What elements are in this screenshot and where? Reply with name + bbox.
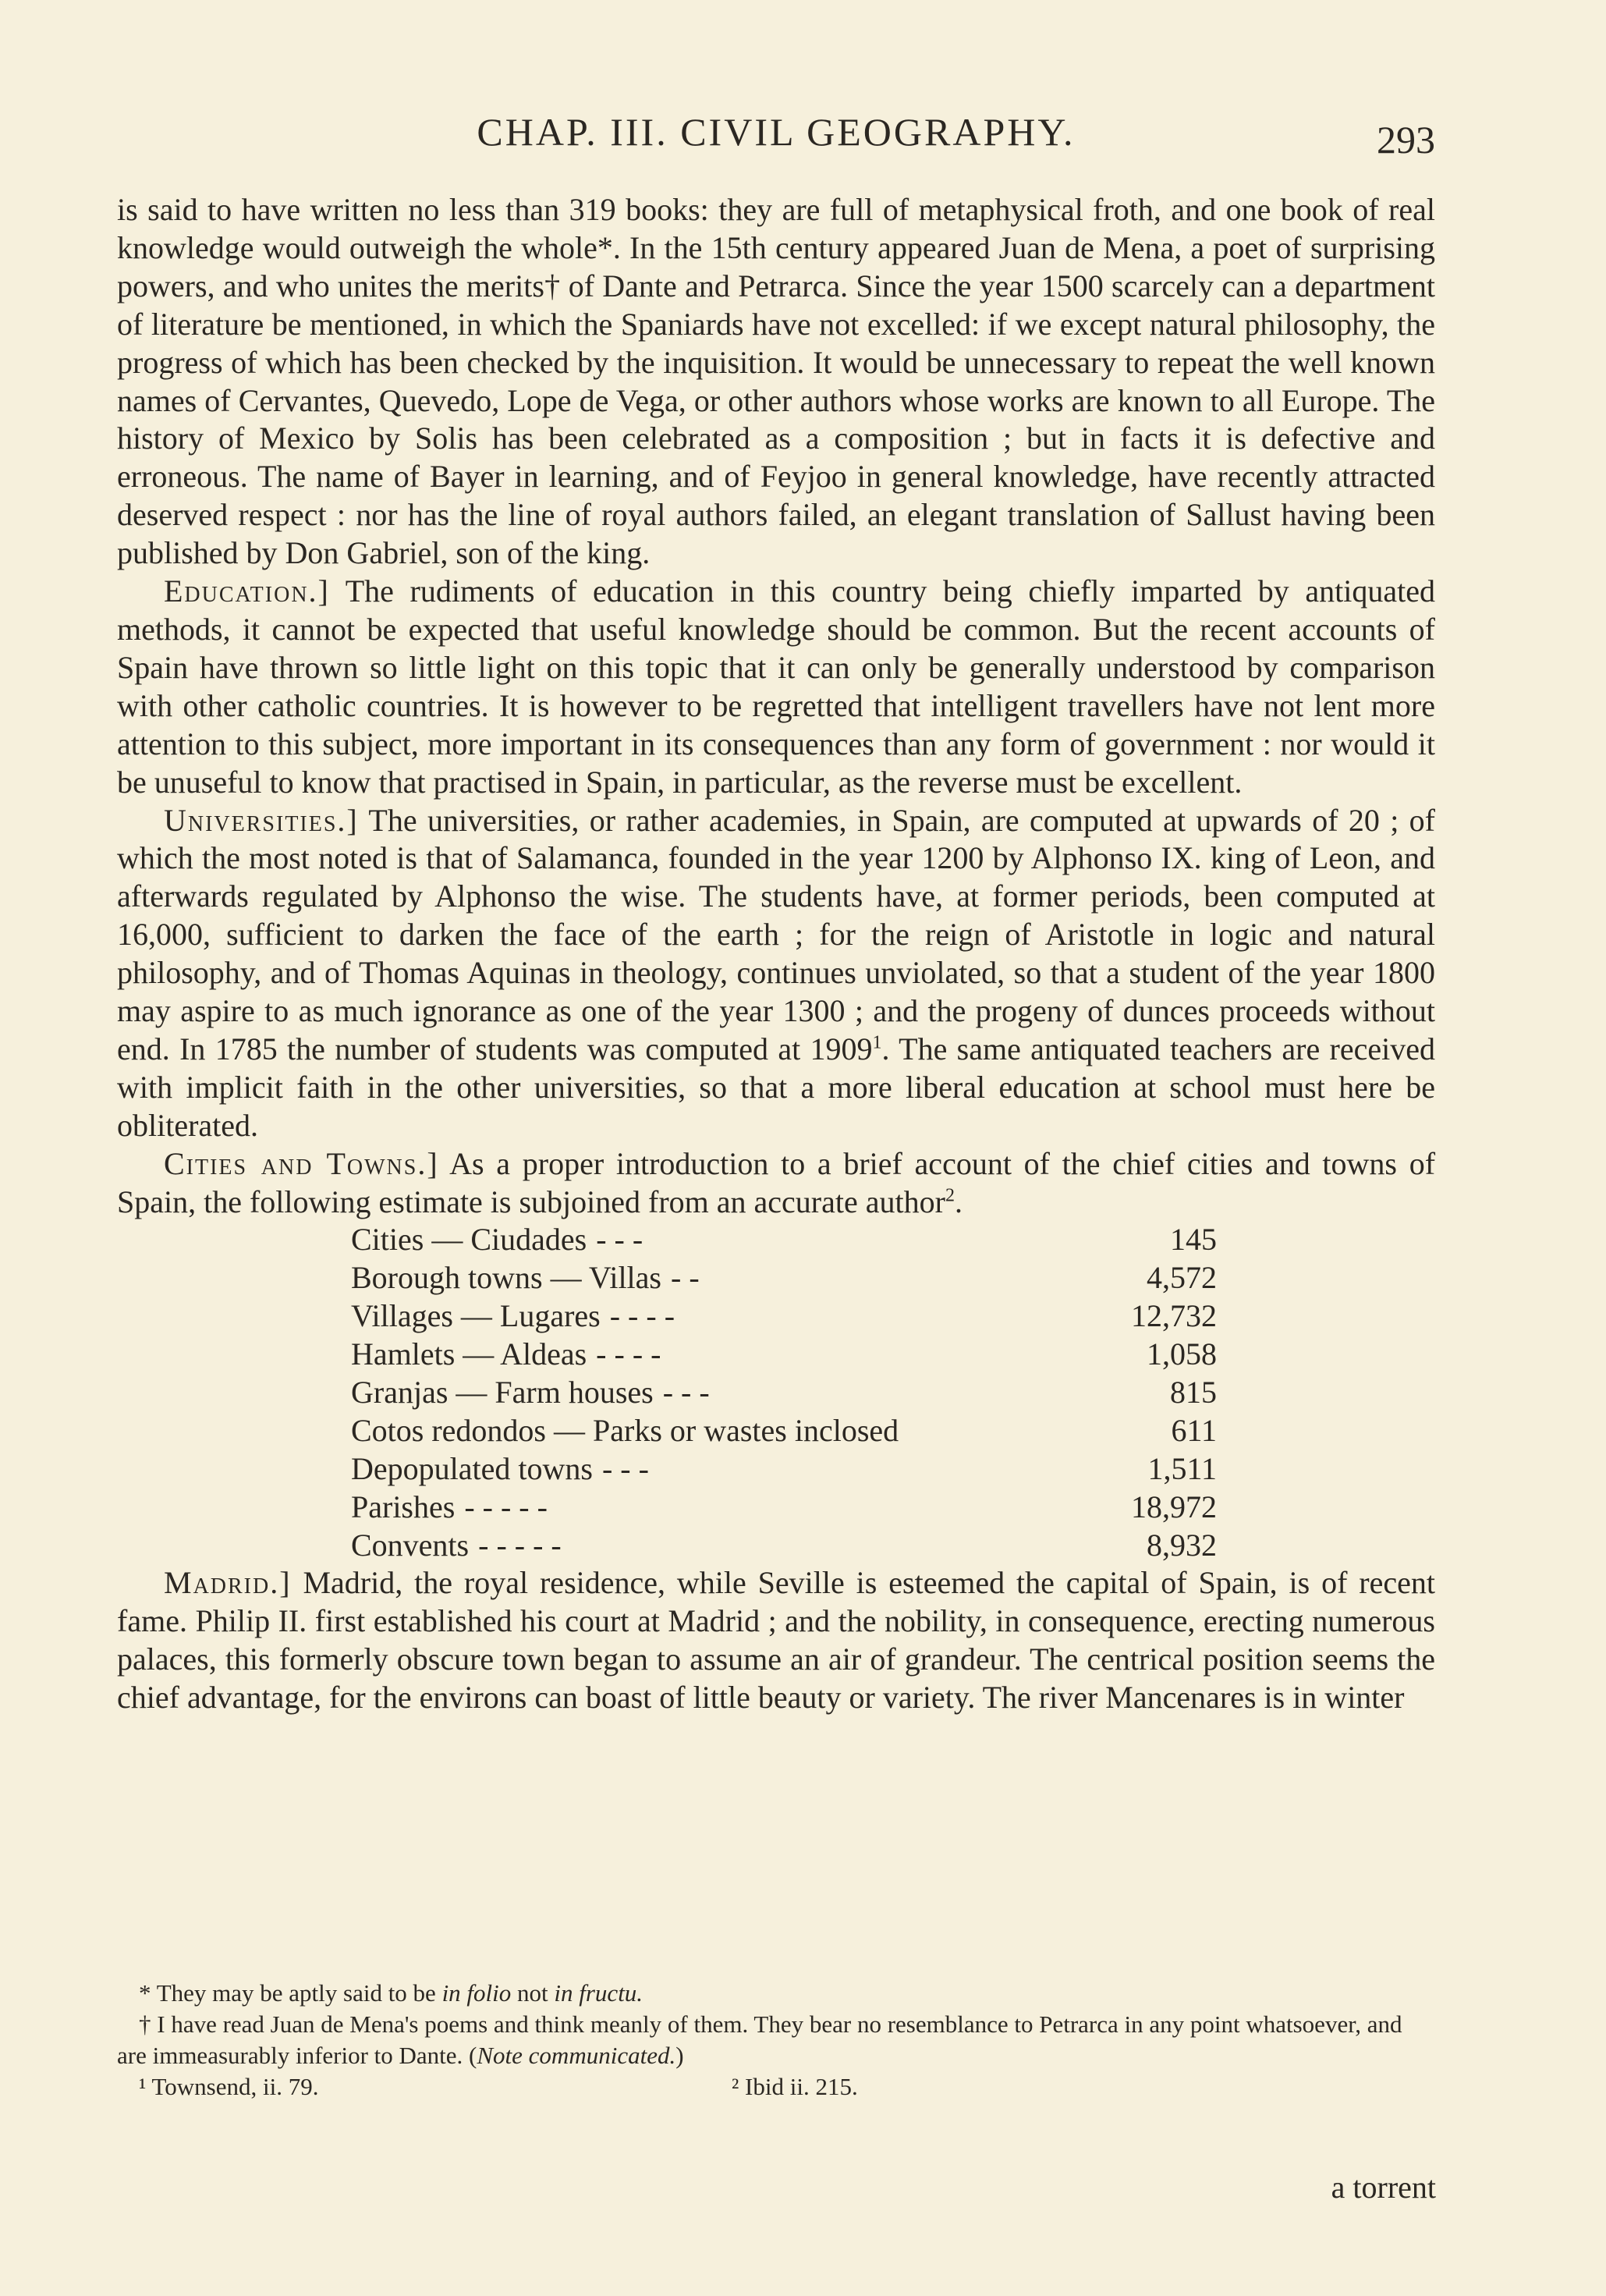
row-label: Cities — Ciudades: [351, 1222, 587, 1258]
education-heading: Education.]: [164, 573, 330, 609]
row-leader: - - -: [601, 1450, 649, 1486]
body-text: [117, 191, 1435, 1717]
footnote-numbered: [117, 2071, 1435, 2103]
madrid-heading: Madrid.]: [164, 1565, 292, 1601]
footnotes: [117, 1978, 1435, 2103]
universities-text-a: The universities, or rather academies, in Spain, are computed at upwards of 20 ; of which the most noted is that of Salamanca, founded in the year 1200 by Alphonso IX. king of Leon, and afterwards regulated by Alphonso the wise. The students have, at former periods, been computed at 16,000, sufficient to darken the face of the earth ; for the reign of Aristotle in logic and natural philosophy, and of Thomas Aquinas in theology, continues unviolated, so that a student of the year 1800 may aspire to as much ignorance as one of the year 1300 ; and the progeny of dunces proceeds without end. In 1785 the number of students was computed at 1909: [117, 802, 1436, 1066]
cities-heading: Cities and Towns.]: [164, 1145, 439, 1181]
row-value: 4,572: [1147, 1260, 1217, 1296]
footnote-dagger-close: ): [675, 2042, 684, 2069]
row-leader: - - - - -: [464, 1489, 548, 1524]
table-row: [351, 1336, 1217, 1374]
row-value: 12,732: [1131, 1298, 1217, 1334]
page-number: 293: [1377, 118, 1435, 161]
table-row: [351, 1412, 1217, 1450]
row-label: Depopulated towns: [351, 1450, 593, 1486]
footnote-dagger-text: † I have read Juan de Mena's poems and think meanly of them. They bear no resemblance to Petrarca in any point whatsoever, and are immeasurably inferior to Dante. (: [117, 2010, 1402, 2069]
footnote-star: [117, 1978, 1435, 2009]
catchword: a torrent: [1331, 2170, 1436, 2205]
paragraph-education: [117, 573, 1435, 801]
paragraph-cities: [117, 1145, 1435, 1222]
row-leader: - - - - -: [478, 1527, 562, 1563]
row-label: Villages — Lugares: [351, 1298, 601, 1334]
settlement-table: [351, 1221, 1217, 1564]
cities-end: .: [954, 1183, 963, 1219]
page-header: [117, 109, 1435, 172]
row-label: Borough towns — Villas: [351, 1260, 661, 1296]
paragraph-intro: is said to have written no less than 319 books: they are full of metaphysical froth, and one book of real knowledge would outweigh the whole*. In the 15th century appeared Juan de Mena, a poet of surprising powers, and who unites the merits† of Dante and Petrarca. Since the year 1500 scarcely can a department of literature be mentioned, in which the Spaniards have not excelled: if we except natural philosophy, the progress of which has been checked by the inquisition. It would be unnecessary to repeat the well known names of Cervantes, Quevedo, Lope de Vega, or other authors whose works are known to all Europe. The history of Mexico by Solis has been celebrated as a composition ; but in facts it is defective and erroneous. The name of Bayer in learning, and of Feyjoo in general knowledge, have recently attracted deserved respect : nor has the line of royal authors failed, an elegant translation of Sallust having been published by Don Gabriel, son of the king.: [117, 192, 1435, 571]
row-value: 145: [1170, 1222, 1217, 1258]
paragraph-universities: [117, 802, 1435, 1145]
row-value: 815: [1170, 1375, 1217, 1411]
footnote-ref-1: 1: [872, 1032, 882, 1053]
row-label: Hamlets — Aldeas: [351, 1336, 587, 1372]
row-value: 611: [1171, 1412, 1217, 1448]
table-row: [351, 1450, 1217, 1489]
footnote-star-italic-1: in folio: [441, 1979, 512, 2007]
row-value: 18,972: [1131, 1489, 1217, 1524]
footnote-2: ² Ibid ii. 215.: [732, 2073, 858, 2100]
row-value: 1,058: [1147, 1336, 1217, 1372]
row-label: Cotos redondos — Parks or wastes inclosed: [351, 1412, 899, 1448]
cities-text: As a proper introduction to a brief account of the chief cities and towns of Spain, the following estimate is subjoined from an accurate author: [117, 1145, 1436, 1219]
row-leader: - - - -: [596, 1336, 661, 1372]
row-value: 1,511: [1147, 1450, 1217, 1486]
universities-text-b: . The same antiquated teachers are received with implicit faith in the other universities, so that a more liberal education at school must here be obliterated.: [117, 1031, 1435, 1143]
running-head: CHAP. III. CIVIL GEOGRAPHY.: [477, 110, 1076, 154]
table-row: [351, 1259, 1217, 1297]
footnote-star-mid: not: [511, 1979, 555, 2007]
madrid-text: Madrid, the royal residence, while Seville is esteemed the capital of Spain, is of recent fame. Philip II. first established his court at Madrid ; and the nobility, in consequence, erecting numerous palaces, this formerly obscure town began to assume an air of grandeur. The centrical position seems the chief advantage, for the environs can boast of little beauty or variety. The river Mancenares is in winter: [117, 1565, 1435, 1716]
universities-heading: Universities.]: [164, 802, 359, 838]
table-row: [351, 1297, 1217, 1336]
row-label: Parishes: [351, 1489, 456, 1524]
table-row: [351, 1221, 1217, 1259]
row-value: 8,932: [1147, 1527, 1217, 1563]
row-label: Convents: [351, 1527, 470, 1563]
table-row: [351, 1374, 1217, 1412]
footnote-1: ¹ Townsend, ii. 79.: [139, 2073, 319, 2100]
table-row: [351, 1489, 1217, 1527]
footnote-dagger: [117, 2009, 1435, 2071]
row-leader: - - - -: [609, 1298, 675, 1334]
paragraph-madrid: [117, 1564, 1435, 1717]
table-row: [351, 1527, 1217, 1565]
row-label: Granjas — Farm houses: [351, 1375, 654, 1411]
row-leader: - - -: [662, 1375, 710, 1411]
footnote-star-text: * They may be aptly said to be: [139, 1979, 442, 2007]
footnote-dagger-italic: Note communicated.: [477, 2042, 676, 2069]
footnote-ref-2: 2: [945, 1185, 955, 1206]
education-text: The rudiments of education in this country being chiefly imparted by antiquated methods, it cannot be expected that useful knowledge should be common. But the recent accounts of Spain have thrown so little light on this topic that it can only be generally understood by comparison with other catholic countries. It is however to be regretted that intelligent travellers have not lent more attention to this subject, more important in its consequences than any form of government : nor would it be unuseful to know that practised in Spain, in particular, as the reverse must be excellent.: [117, 573, 1435, 800]
row-leader: - -: [671, 1260, 700, 1296]
row-leader: - - -: [596, 1222, 643, 1258]
footnote-star-italic-2: in fructu.: [554, 1979, 643, 2007]
